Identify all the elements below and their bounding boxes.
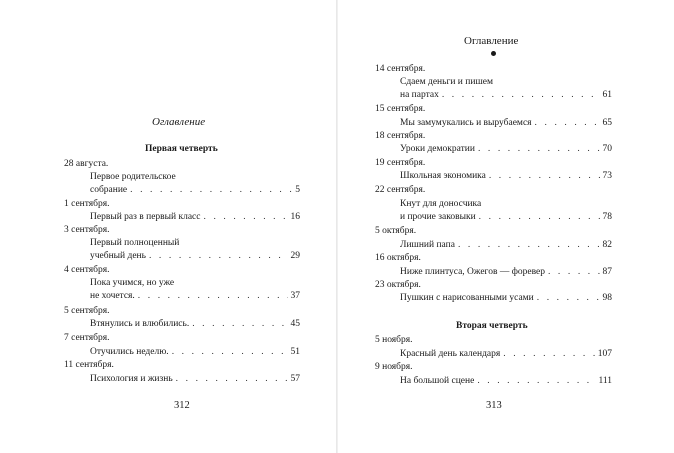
toc-entry-title: Втянулись и влюбились. (90, 319, 190, 329)
leader-dots (204, 211, 288, 224)
toc-page-ref: 29 (290, 251, 300, 261)
leader-dots (442, 89, 600, 102)
toc-date: 15 сентября. (375, 104, 426, 114)
toc-page-ref: 73 (602, 171, 612, 181)
leader-dots (138, 290, 288, 303)
toc-entry-last-line (400, 89, 612, 102)
toc-entry-last-line (90, 184, 300, 197)
toc-entry-title: Ниже плинтуса, Ожегов — форевер (400, 267, 545, 277)
toc-date: 7 сентября. (64, 333, 110, 343)
toc-page-ref: 82 (602, 240, 612, 250)
toc-entry-title: собрание (90, 185, 128, 195)
toc-page-ref: 5 (295, 185, 300, 195)
toc-entry-last-line (90, 318, 300, 331)
leader-dots (479, 211, 600, 224)
toc-entry-line: Первое родительское (90, 172, 176, 182)
toc-date: 16 октября. (375, 253, 421, 263)
toc-page-ref: 45 (290, 319, 300, 329)
toc-entry-line: Первый полноценный (90, 238, 180, 248)
toc-entry-last-line (400, 375, 612, 388)
toc-entry-last-line (400, 348, 612, 361)
toc-date: 3 сентября. (64, 225, 110, 235)
toc-page-ref: 65 (602, 118, 612, 128)
toc-entry-last-line (90, 290, 300, 303)
toc-entry-line: Пока учимся, но уже (90, 278, 175, 288)
leader-dots (477, 375, 595, 388)
leader-dots (548, 266, 600, 279)
toc-page-ref: 87 (602, 267, 612, 277)
toc-date: 5 ноября. (375, 335, 413, 345)
toc-entry[interactable] (400, 198, 612, 224)
toc-page-ref: 111 (598, 376, 612, 386)
toc-entry-title: Уроки демократии (400, 144, 475, 154)
toc-entry-last-line (400, 211, 612, 224)
toc-entry-last-line (400, 117, 612, 130)
toc-entry-title: Психология и жизнь (90, 374, 173, 384)
toc-title: Оглавление (464, 35, 519, 47)
toc-date: 4 сентября. (64, 265, 110, 275)
toc-entry-title: не хочется. (90, 291, 135, 301)
quarter-title: Вторая четверть (456, 321, 528, 331)
toc-page-ref: 98 (602, 293, 612, 303)
toc-entry-last-line (90, 346, 300, 359)
page-number: 313 (486, 400, 502, 411)
toc-title: Оглавление (152, 116, 206, 128)
leader-dots (172, 346, 288, 359)
toc-page-ref: 57 (290, 374, 300, 384)
toc-entry[interactable] (90, 277, 300, 303)
leader-dots (478, 143, 600, 156)
leader-dots (503, 348, 594, 361)
toc-date: 22 сентября. (375, 185, 426, 195)
ornament-bullet (491, 51, 496, 56)
toc-date: 28 августа. (64, 159, 109, 169)
leader-dots (535, 117, 600, 130)
toc-entry-title: учебный день (90, 251, 146, 261)
toc-entry[interactable] (400, 170, 612, 183)
toc-entry-title: Красный день календаря (400, 349, 501, 359)
toc-page-ref: 78 (602, 212, 612, 222)
leader-dots (176, 373, 288, 386)
toc-date: 1 сентября. (64, 199, 110, 209)
toc-entry-title: Лишний папа (400, 240, 455, 250)
toc-date: 11 сентября. (64, 360, 114, 370)
leader-dots (149, 250, 288, 263)
toc-page-ref: 51 (290, 347, 300, 357)
toc-page-ref: 37 (290, 291, 300, 301)
toc-page-ref: 107 (597, 349, 612, 359)
toc-entry[interactable] (400, 239, 612, 252)
toc-entry[interactable] (400, 117, 612, 130)
toc-date: 5 сентября. (64, 306, 110, 316)
toc-entry[interactable] (400, 266, 612, 279)
right-page (338, 0, 674, 453)
toc-entry[interactable] (90, 318, 300, 331)
toc-entry[interactable] (400, 292, 612, 305)
toc-date: 23 октября. (375, 280, 421, 290)
toc-entry-last-line (90, 211, 300, 224)
toc-entry-title: Пушкин с нарисованными усами (400, 293, 534, 303)
toc-entry-last-line (400, 143, 612, 156)
toc-entry-title: Школьная экономика (400, 171, 486, 181)
toc-entry-title: На большой сцене (400, 376, 475, 386)
toc-date: 9 ноября. (375, 362, 413, 372)
leader-dots (458, 239, 600, 252)
toc-entry-last-line (400, 292, 612, 305)
toc-entry-last-line (400, 170, 612, 183)
left-page (0, 0, 336, 453)
toc-entry-line: Сдаем деньги и пишем (400, 77, 493, 87)
toc-entry[interactable] (90, 171, 300, 197)
toc-entry[interactable] (400, 76, 612, 102)
toc-entry-title: Отучились неделю. (90, 347, 169, 357)
toc-page-ref: 16 (290, 212, 300, 222)
toc-entry[interactable] (400, 143, 612, 156)
toc-entry-last-line (90, 250, 300, 263)
page-number: 312 (174, 400, 190, 411)
toc-entry[interactable] (90, 346, 300, 359)
toc-entry-title: и прочие заковыки (400, 212, 476, 222)
toc-date: 5 октября. (375, 226, 417, 236)
toc-entry-last-line (400, 266, 612, 279)
toc-entry[interactable] (90, 211, 300, 224)
leader-dots (192, 318, 287, 331)
toc-entry-last-line (400, 239, 612, 252)
toc-entry[interactable] (90, 373, 300, 386)
toc-date: 19 сентября. (375, 158, 426, 168)
quarter-title: Первая четверть (145, 144, 218, 154)
leader-dots (537, 292, 600, 305)
toc-entry-title: Мы замумукались и вырубаемся (400, 118, 532, 128)
toc-date: 18 сентября. (375, 131, 426, 141)
leader-dots (489, 170, 600, 183)
toc-entry[interactable] (90, 237, 300, 263)
toc-page-ref: 61 (602, 90, 612, 100)
toc-entry-last-line (90, 373, 300, 386)
toc-entry[interactable] (400, 348, 612, 361)
toc-entry-title: Первый раз в первый класс (90, 212, 201, 222)
toc-entry-title: на партах (400, 90, 439, 100)
toc-page-ref: 70 (602, 144, 612, 154)
toc-date: 14 сентября. (375, 64, 426, 74)
toc-entry-line: Кнут для доносчика (400, 199, 482, 209)
toc-entry[interactable] (400, 375, 612, 388)
leader-dots (130, 184, 292, 197)
